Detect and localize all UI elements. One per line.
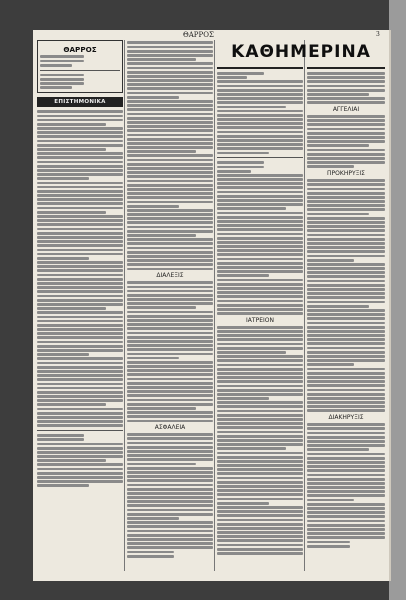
section-heading: ΔΙΑΛΕΞΙΣ <box>156 272 184 280</box>
column-rule <box>124 40 125 571</box>
masthead-title: ΘΑΡΡΟΣ <box>183 31 214 39</box>
ad-text <box>40 55 120 66</box>
article-text <box>307 179 385 412</box>
section-heading: ΑΓΓΕΛΙΑΙ <box>332 106 360 114</box>
article-text <box>37 434 123 487</box>
newspaper-page <box>33 30 391 581</box>
article-text <box>307 72 385 104</box>
newspaper-title: ΚΑΘΗΜΕΡΙΝΑ <box>231 42 371 62</box>
article-text <box>307 423 385 547</box>
title-rule <box>307 67 385 69</box>
section-heading: ΠΡΟΚΗΡΥΞΙΣ <box>327 170 365 178</box>
article-text <box>127 281 213 422</box>
section-heading: ΑΣΦΑΛΕΙΑ <box>154 424 186 432</box>
article-text <box>37 110 123 427</box>
background-strip <box>389 0 406 600</box>
column-rule <box>214 40 215 571</box>
column-4 <box>307 40 385 571</box>
title-rule <box>217 67 303 69</box>
advertisement-box <box>37 40 123 93</box>
section-heading: ΙΑΤΡΕΙΟΝ <box>246 316 274 324</box>
page-number: 3 <box>376 31 380 38</box>
article-text <box>307 115 385 168</box>
column-3 <box>217 40 303 571</box>
column-1 <box>37 40 123 571</box>
article-text <box>217 72 303 154</box>
section-banner: ΕΠΙΣΤΗΜΟΝΙΚΑ <box>37 97 123 107</box>
article-text <box>217 326 303 555</box>
ad-title: ΘΑΡΡΟΣ <box>63 45 97 54</box>
article-text <box>127 41 213 270</box>
column-rule <box>304 40 305 571</box>
section-heading: ΔΙΑΚΗΡΥΞΙΣ <box>328 414 364 422</box>
column-2 <box>127 40 213 571</box>
article-text <box>217 161 303 315</box>
article-text <box>127 433 213 557</box>
